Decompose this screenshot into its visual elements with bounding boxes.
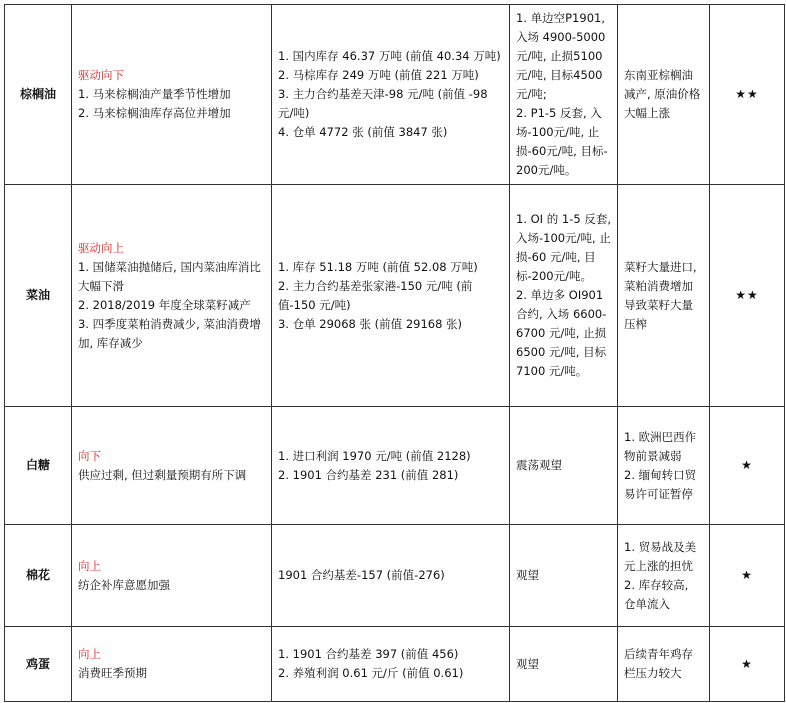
drive-cell <box>72 5 272 185</box>
strategy-line: 1. 单边空P1901, 入场 4900-5000 元/吨, 止损5100 元/吨, 目标4500 元/吨; <box>516 11 609 101</box>
drive-line: 纺企补库意愿加强 <box>78 577 170 592</box>
strategy-line: 观望 <box>516 656 539 671</box>
data-line: 1. 进口利润 1970 元/吨 (前值 2128) <box>278 448 471 463</box>
drive-title: 向上 <box>78 558 101 573</box>
risk-line: 菜籽大量进口, 菜粕消费增加导致菜籽大量压榨 <box>624 259 701 331</box>
strategy-cell <box>510 185 618 407</box>
risk-cell <box>618 185 710 407</box>
table-row <box>5 407 785 525</box>
risk-line: 1. 贸易战及美元上涨的担忧 <box>624 539 697 573</box>
risk-cell <box>618 525 710 627</box>
rating-stars: ★ <box>710 525 785 627</box>
commodity-table <box>4 4 785 702</box>
table-row <box>5 5 785 185</box>
data-line: 3. 主力合约基差天津-98 元/吨 (前值 -98 元/吨) <box>278 87 492 120</box>
data-cell <box>272 185 510 407</box>
data-cell <box>272 5 510 185</box>
risk-line: 后续青年鸡存栏压力较大 <box>624 647 693 680</box>
drive-title: 向下 <box>78 448 101 463</box>
strategy-cell <box>510 627 618 702</box>
data-line: 1. 库存 51.18 万吨 (前值 52.08 万吨) <box>278 259 478 274</box>
strategy-line: 2. P1-5 反套, 入场-100元/吨, 止损-60元/吨, 目标-200元/吨。 <box>516 106 608 177</box>
data-cell <box>272 407 510 525</box>
data-line: 1901 合约基差-157 (前值-276) <box>278 568 445 582</box>
risk-line: 2. 库存较高, 仓单流入 <box>624 577 692 611</box>
drive-cell <box>72 627 272 702</box>
table-row <box>5 627 785 702</box>
rating-stars: ★ <box>710 627 785 702</box>
risk-cell <box>618 627 710 702</box>
drive-cell <box>72 185 272 407</box>
drive-line: 1. 国储菜油抛储后, 国内菜油库消比大幅下滑 <box>78 259 261 293</box>
drive-line: 供应过剩, 但过剩量预期有所下调 <box>78 467 247 482</box>
drive-line: 1. 马来棕榈油产量季节性增加 <box>78 87 231 101</box>
table-row <box>5 525 785 627</box>
strategy-cell <box>510 5 618 185</box>
rating-stars: ★ <box>710 407 785 525</box>
table-row <box>5 185 785 407</box>
strategy-line: 1. OI 的 1-5 反套, 入场-100元/吨, 止损-60 元/吨, 目标-200元/吨。 <box>516 212 615 283</box>
commodity-name: 白糖 <box>5 407 72 525</box>
rating-stars: ★★ <box>710 185 785 407</box>
drive-cell <box>72 525 272 627</box>
data-cell <box>272 525 510 627</box>
strategy-cell <box>510 525 618 627</box>
data-line: 2. 养殖利润 0.61 元/斤 (前值 0.61) <box>278 666 464 680</box>
strategy-line: 震荡观望 <box>516 458 562 472</box>
drive-title: 驱动向下 <box>78 68 124 82</box>
data-line: 2. 马棕库存 249 万吨 (前值 221 万吨) <box>278 68 479 82</box>
data-line: 4. 仓单 4772 张 (前值 3847 张) <box>278 125 448 139</box>
drive-line: 消费旺季预期 <box>78 666 147 680</box>
drive-line: 2. 马来棕榈油库存高位并增加 <box>78 106 231 120</box>
drive-line: 2. 2018/2019 年度全球菜籽减产 <box>78 297 251 312</box>
risk-cell <box>618 407 710 525</box>
drive-title: 向上 <box>78 647 101 661</box>
drive-title: 驱动向上 <box>78 240 124 255</box>
data-line: 1. 1901 合约基差 397 (前值 456) <box>278 647 459 661</box>
risk-cell <box>618 5 710 185</box>
data-line: 2. 1901 合约基差 231 (前值 281) <box>278 467 459 482</box>
risk-line: 东南亚棕榈油减产, 原油价格大幅上涨 <box>624 68 701 120</box>
commodity-name: 棕榈油 <box>5 5 72 185</box>
rating-stars: ★★ <box>710 5 785 185</box>
data-cell <box>272 627 510 702</box>
strategy-cell <box>510 407 618 525</box>
commodity-name: 棉花 <box>5 525 72 627</box>
commodity-name: 菜油 <box>5 185 72 407</box>
strategy-line: 观望 <box>516 568 539 582</box>
drive-line: 3. 四季度菜粕消费减少, 菜油消费增加, 库存减少 <box>78 316 261 350</box>
commodity-name: 鸡蛋 <box>5 627 72 702</box>
data-line: 3. 仓单 29068 张 (前值 29168 张) <box>278 316 463 331</box>
risk-line: 1. 欧洲巴西作物前景减弱 <box>624 429 697 463</box>
data-line: 2. 主力合约基差张家港-150 元/吨 (前值-150 元/吨) <box>278 278 473 312</box>
risk-line: 2. 缅甸转口贸易许可证暂停 <box>624 467 697 501</box>
strategy-line: 2. 单边多 OI901 合约, 入场 6600-6700 元/吨, 止损 6500 元/吨, 目标 7100 元/吨。 <box>516 288 610 378</box>
drive-cell <box>72 407 272 525</box>
data-line: 1. 国内库存 46.37 万吨 (前值 40.34 万吨) <box>278 49 501 63</box>
